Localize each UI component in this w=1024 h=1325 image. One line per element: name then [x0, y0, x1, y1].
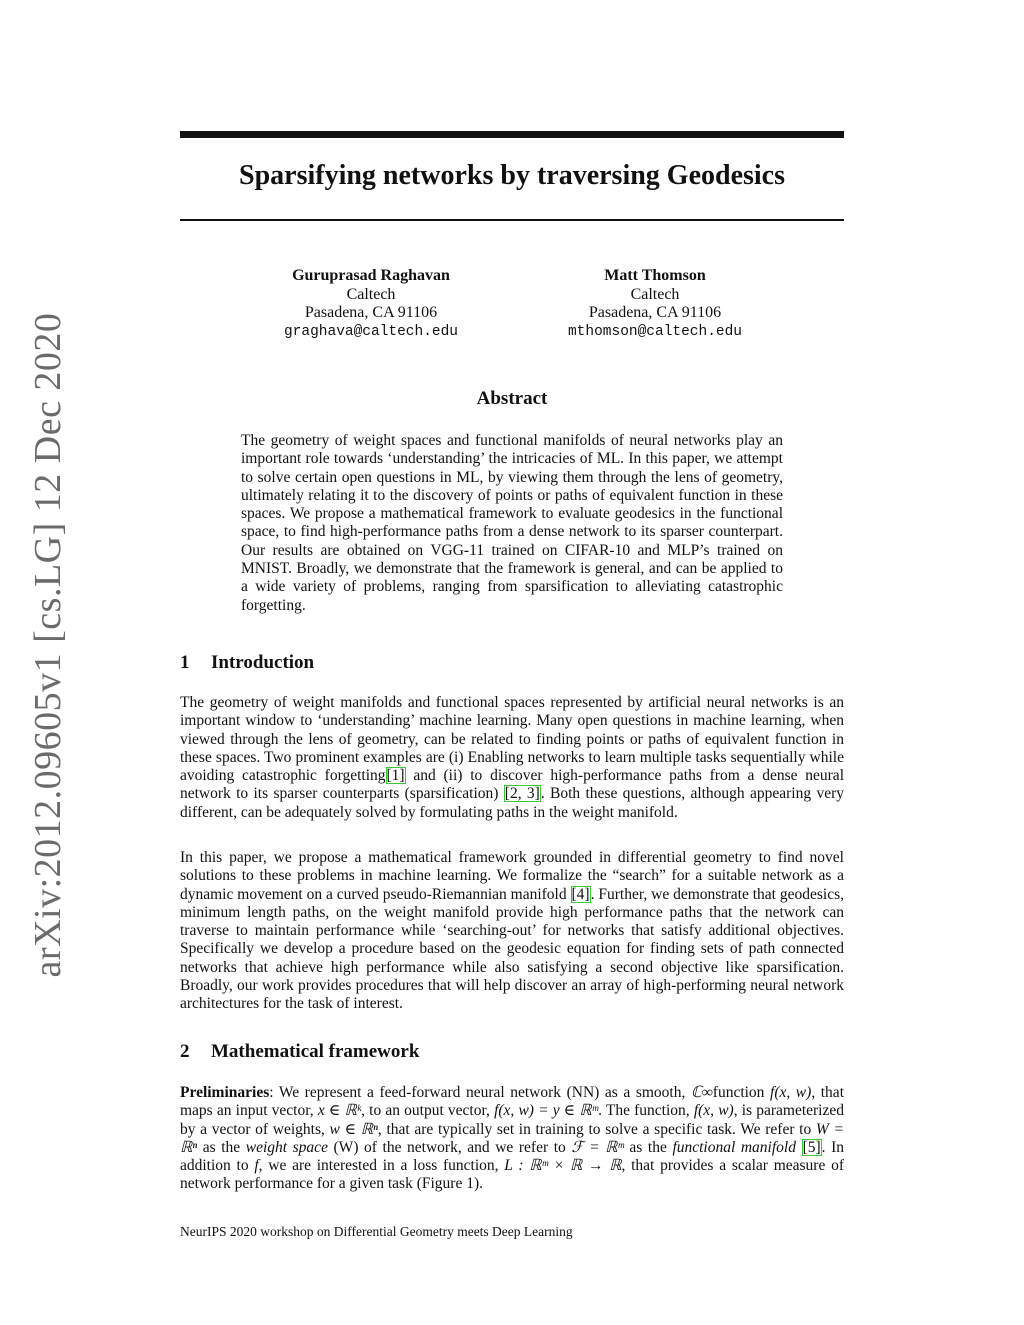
text-run: and (ii) to discover high-performance paths from a dense neural network to its sparser counterparts (sparsification)	[180, 767, 844, 803]
math-expression: f(x, w) = y ∈ ℝᵐ	[494, 1102, 599, 1120]
section-number: 2	[180, 1041, 190, 1062]
text-run: The geometry of weight manifolds and functional spaces represented by artificial neural networks is an important window to ‘understanding’ machine learning. Many open questions in machine learning, when viewed through the lens of geometry, can be related to finding points or paths of equivalent function in these spaces. Two prominent examples are (i) Enabling networks to learn multiple tasks sequentially while avoiding catastrophic forgetting	[180, 694, 844, 785]
author-email: mthomson@caltech.edu	[567, 323, 743, 340]
text-run: , is parameterized by a vector of weights,	[180, 1102, 844, 1138]
math-expression: f(x, w)	[693, 1102, 734, 1120]
section-heading-mathematical-framework	[180, 1041, 419, 1063]
author-block-1	[241, 267, 501, 341]
abstract-text: The geometry of weight spaces and functional manifolds of neural networks play an important role towards ‘understanding’ the intricacies of ML. In this paper, we attempt to solve certain open questions in ML, by viewing them through the lens of geometry, ultimately relating it to the discovery of points or paths of equivalent function in these spaces. We propose a mathematical framework to evaluate geodesics in the functional space, to find high-performance paths from a dense network to its sparser counterpart. Our results are obtained on VGG-11 trained on CIFAR-10 and MLP’s trained on MNIST. Broadly, we demonstrate that the framework is general, and can be applied to a wide variety of problems, ranging from sparsification to alleviating catastrophic forgetting.	[241, 432, 783, 614]
text-run: . Further, we demonstrate that geodesics, minimum length paths, on the weight manifold provide high performance paths that the network can traverse to maintain performance while ‘searching-out’ for networks that satisfy additional objectives. Specifically we develop a procedure based on the geodesic equation for finding sets of path connected networks that achieve high performance while also satisfying a second objective like sparsification. Broadly, our work provides procedures that will help discover an array of high-performing neural network architectures for the task of interest.	[180, 885, 845, 1013]
intro-paragraph-1	[180, 694, 844, 822]
arxiv-sidebar-stamp: arXiv:2012.09605v1 [cs.LG] 12 Dec 2020	[27, 312, 69, 978]
math-expression: w ∈ ℝⁿ	[329, 1120, 378, 1138]
text-run: function	[712, 1084, 771, 1101]
text-run: : We represent a feed-forward neural network (NN) as a smooth,	[269, 1084, 691, 1101]
math-expression: ℂ∞	[690, 1084, 713, 1101]
paper-title: Sparsifying networks by traversing Geodesics	[239, 160, 785, 191]
preliminaries-label: Preliminaries	[180, 1084, 270, 1101]
text-run: , that provides a scalar measure of network performance for a given task (Figure 1).	[180, 1157, 844, 1193]
citation-link[interactable]: [2, 3]	[504, 785, 540, 803]
text-run	[796, 1139, 802, 1156]
author-affiliation: Caltech	[346, 285, 396, 303]
math-expression: f	[254, 1157, 259, 1175]
citation-link[interactable]: [5]	[802, 1138, 821, 1156]
math-expression: ℱ = ℝᵐ	[571, 1138, 624, 1156]
text-run: as the	[623, 1138, 673, 1156]
section-number: 1	[180, 652, 190, 673]
math-expression: L : ℝᵐ × ℝ → ℝ	[504, 1157, 622, 1175]
author-block-2	[525, 267, 785, 341]
text-run: (W) of the network, and we refer to	[327, 1138, 572, 1156]
math-expression: W = ℝⁿ	[180, 1120, 844, 1156]
author-location: Pasadena, CA 91106	[304, 304, 438, 321]
title-bottom-rule	[180, 219, 844, 221]
emphasis-term: weight space	[245, 1138, 328, 1156]
page-footer: NeurIPS 2020 workshop on Differential Geometry meets Deep Learning	[180, 1224, 573, 1239]
title-top-rule	[180, 131, 844, 138]
math-expression: f(x, w)	[770, 1084, 812, 1101]
math-expression: x ∈ ℝᵏ	[317, 1102, 362, 1120]
section-heading-introduction	[180, 652, 314, 674]
intro-paragraph-2	[180, 849, 844, 1014]
text-run: , that maps an input vector,	[180, 1084, 844, 1120]
emphasis-term: functional manifold	[672, 1138, 796, 1156]
text-run: as the	[197, 1138, 246, 1156]
author-name: Matt Thomson	[604, 267, 706, 284]
section-title: Introduction	[211, 652, 315, 673]
abstract-heading: Abstract	[476, 388, 548, 409]
author-name: Guruprasad Raghavan	[292, 267, 450, 284]
text-run: . In addition to	[180, 1138, 844, 1175]
text-run: In this paper, we propose a mathematical framework grounded in differential geometry to find novel solutions to these problems in machine learning. We formalize the “search” for a suitable network as a dynamic movement on a curved pseudo-Riemannian manifold	[180, 849, 844, 903]
author-affiliation: Caltech	[630, 285, 680, 303]
preliminaries-paragraph	[180, 1084, 844, 1194]
citation-link[interactable]: [1]	[386, 767, 405, 785]
section-title: Mathematical framework	[211, 1041, 420, 1062]
text-run: , to an output vector,	[361, 1102, 495, 1120]
citation-link[interactable]: [4]	[571, 885, 590, 903]
text-run: , that are typically set in training to solve a specific task. We refer to	[377, 1120, 816, 1138]
text-run: . The function,	[598, 1102, 694, 1120]
text-run: , we are interested in a loss function,	[258, 1157, 505, 1175]
author-location: Pasadena, CA 91106	[588, 304, 722, 321]
author-email: graghava@caltech.edu	[283, 323, 459, 340]
text-run: . Both these questions, although appearing very different, can be adequately solved by formulating paths in the weight manifold.	[180, 785, 844, 821]
